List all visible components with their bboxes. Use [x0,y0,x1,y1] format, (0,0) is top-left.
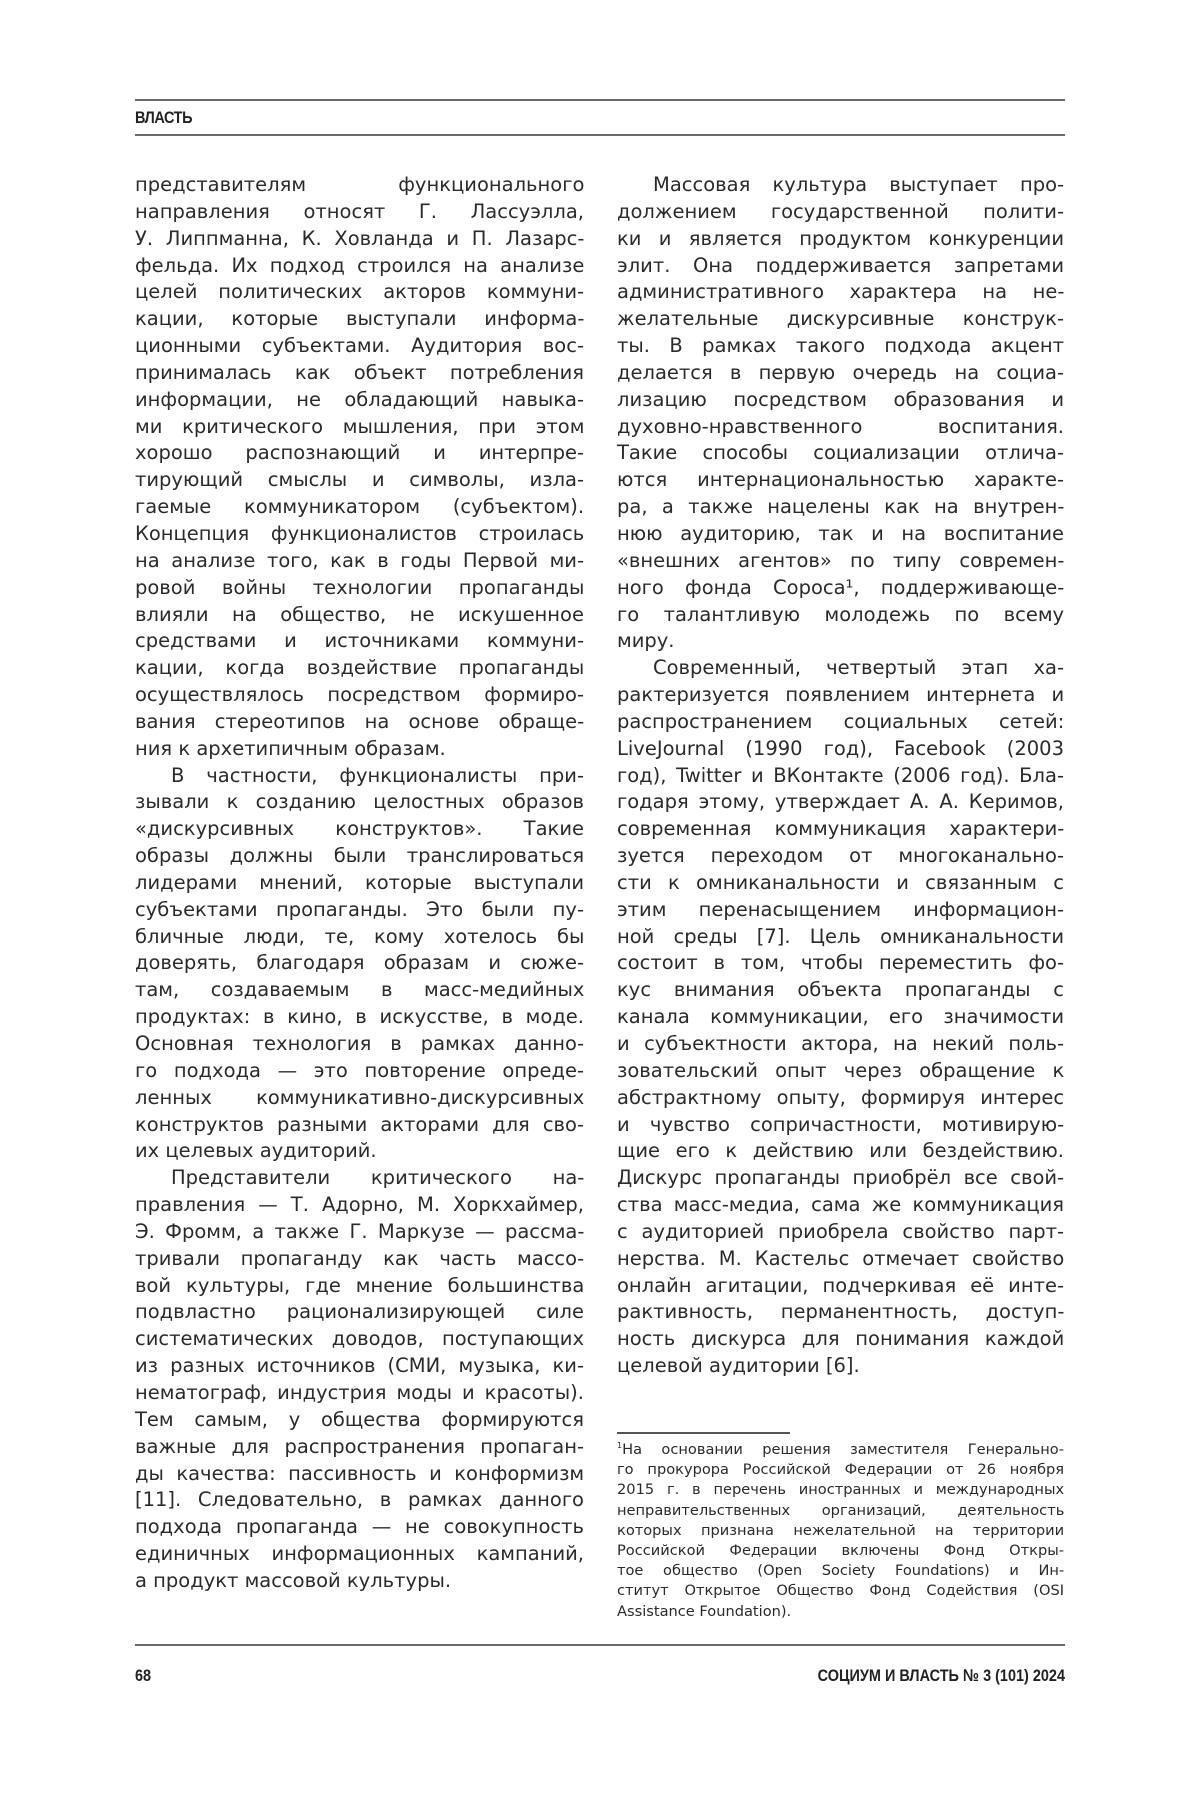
text-line: нематограф, индустрия моды и красоты). [135,1380,584,1404]
text-line: систематических доводов, поступающих [135,1327,584,1351]
text-line: сти к омниканальности и связанным с [617,870,1064,894]
text-line: Основная технология в рамках данно- [135,1032,584,1055]
text-line: год), Twitter и ВКонтакте (2006 год). Бла- [617,763,1064,787]
text-line: вой культуры, где мнение большинства [135,1273,585,1297]
text-line: абстрактному опыту, формируя интерес [617,1085,1065,1109]
text-line: делается в первую очередь на социа- [617,360,1064,384]
text-line: и субъектности актора, на некий поль- [617,1032,1065,1055]
text-line: фельда. Их подход строился на анализе [135,253,585,277]
text-line: Концепция функционалистов строилась [135,521,585,545]
text-line: канала коммуникации, его значимости [617,1005,1064,1029]
text-line: го талантливую молодежь по всему [617,602,1065,626]
footnote-line: Российской Федерации включены Фонд Откры- [617,1541,1064,1559]
footnote [617,1440,1064,1622]
text-line: «дискурсивных конструктов». Такие [135,817,584,841]
text-line: ты. В рамках такого подхода акцент [617,334,1064,358]
footnote-line: неправительственных организаций, деятельность [617,1501,1065,1519]
text-line: го подхода — это повторение опреде- [135,1058,584,1082]
text-line: нюю аудиторию, так и на воспитание [617,521,1064,545]
text-line: ционными субъектами. Аудитория вос- [135,334,584,358]
text-line: духовно-нравственного воспитания. [617,414,1064,438]
text-line: зуется переходом от многоканально- [617,844,1064,868]
text-line: вания стереотипов на основе обраще- [135,709,585,733]
text-line: Э. Фромм, а также Г. Маркузе — рассма- [135,1219,585,1243]
text-line: ной среды [7]. Цель омниканальности [617,924,1064,948]
text-line: там, создаваемым в масс-медийных [135,978,585,1002]
text-line: бличные люди, те, кому хотелось бы [135,924,585,948]
text-line: состоит в том, чтобы переместить фо- [617,951,1064,975]
text-line: доверять, благодаря образам и сюже- [135,951,584,975]
footnote-text: На основании решения заместителя Генерально- [622,1441,1064,1458]
text-line: зывали к созданию целостных образов [135,790,584,814]
text-line: средствами и источниками коммуни- [135,629,584,653]
text-line: Представители критического на- [171,1166,585,1190]
text-line: из разных источников (СМИ, музыка, ки- [135,1354,584,1378]
text-line: У. Липпманна, К. Ховланда и П. Лазарс- [135,226,585,250]
text-line: единичных информационных кампаний, [135,1542,584,1566]
text-line: ки и является продуктом конкуренции [617,226,1064,250]
text-line: Массовая культура выступает про- [653,173,1065,196]
text-line: подхода пропаганда — не совокупность [135,1515,584,1539]
header-rule-bottom [135,134,1065,136]
text-line: миру. [617,629,675,653]
text-line: правления — Т. Адорно, М. Хоркхаймер, [135,1193,584,1217]
text-line: осуществлялось посредством формиро- [135,683,584,707]
text-line: их целевых аудиторий. [135,1139,377,1163]
text-line: ра, а также нацелены как на внутрен- [617,495,1065,519]
paragraph [135,763,584,1166]
text-line: с аудиторией приобрела свойство парт- [617,1219,1064,1243]
text-line: на анализе того, как в годы Первой ми- [135,548,584,572]
footnote-line: ститут Открытое Общество Фонд Содействия (OSI [617,1582,1065,1600]
text-line: ства масс-медиа, сама же коммуникация [617,1193,1064,1217]
text-line: ровой войны технологии пропаганды [135,575,585,599]
footnote-rule [617,1432,790,1434]
text-line: ного фонда Сороса¹, поддерживающе- [617,575,1065,599]
footnote-line [617,1440,1064,1460]
text-line: подвластно рационализирующей силе [135,1300,584,1324]
text-line: информации, не обладающий навыка- [135,387,584,411]
text-line: [11]. Следовательно, в рамках данного [135,1488,584,1512]
text-line: LiveJournal (1990 год), Facebook (2003 [617,736,1064,760]
text-line: хорошо распознающий и интерпре- [135,441,585,465]
text-line: Тем самым, у общества формируются [135,1407,584,1431]
text-line: кации, когда воздействие пропаганды [135,656,585,680]
right-column [617,172,1064,1380]
text-line: годаря этому, утверждает А. А. Керимов, [617,790,1064,814]
running-head: ВЛАСТЬ [135,108,193,127]
text-line: административного характера на не- [617,280,1065,304]
footnote-line: 2015 г. в перечень иностранных и международных [617,1481,1065,1499]
text-line: Дискурс пропаганды приобрёл все свой- [617,1166,1065,1190]
text-line: влияли на общество, не искушенное [135,602,584,626]
page-number: 68 [135,1666,152,1685]
header-rule-top [135,99,1065,101]
text-line: нерства. М. Кастельс отмечает свойство [617,1246,1065,1270]
text-line: конструктов разными акторами для сво- [135,1112,584,1136]
paragraph [135,172,584,763]
footnote-line: которых признана нежелательной на территории [617,1521,1065,1539]
text-line: рактеризуется появлением интернета и [617,683,1065,707]
text-line: тривали пропаганду как часть массо- [135,1246,585,1270]
paragraph [617,655,1064,1380]
text-line: «внешних агентов» по типу современ- [617,548,1065,572]
text-line: кации, которые выступали информа- [135,307,585,331]
text-line: тирующий смыслы и символы, изла- [135,468,585,492]
text-line: направления относят Г. Лассуэлла, [135,199,584,223]
text-line: продуктах: в кино, в искусстве, в моде. [135,1005,584,1029]
text-line: элит. Она поддерживается запретами [617,253,1064,277]
text-line: ленных коммуникативно-дискурсивных [135,1085,585,1109]
text-line: гаемые коммуникатором (субъектом). [135,495,585,519]
text-line: образы должны были транслироваться [135,844,585,868]
text-line: кус внимания объекта пропаганды с [617,978,1064,1002]
text-line: современная коммуникация характери- [617,817,1065,841]
text-line: этим перенасыщением информацион- [617,897,1064,921]
text-line: ми критического мышления, при этом [135,414,585,438]
text-line: представителям функционального [135,173,585,196]
text-line: распространением социальных сетей: [617,709,1065,733]
text-line: желательные дискурсивные конструк- [617,307,1064,331]
left-column [135,172,584,1595]
text-line: щие его к действию или бездействию. [617,1139,1065,1163]
text-line: и чувство сопричастности, мотивирую- [617,1112,1065,1136]
footnote-marker: 1 [617,1440,623,1450]
text-line: важные для распространения пропаган- [135,1434,584,1458]
text-line: лизацию посредством образования и [617,387,1064,411]
text-line: а продукт массовой культуры. [135,1568,452,1592]
text-line: Такие способы социализации отлича- [617,441,1064,465]
footnote-line: тое общество (Open Society Foundations) и Ин- [617,1562,1065,1580]
text-line: лидерами мнений, которые выступали [135,870,584,894]
paragraph [617,172,1064,655]
text-line: зовательский опыт через обращение к [617,1058,1065,1082]
paragraph [135,1165,584,1595]
text-line: целей политических акторов коммуни- [135,280,585,304]
text-line: Современный, четвертый этап ха- [653,656,1064,680]
text-line: рактивность, перманентность, доступ- [617,1300,1065,1324]
text-line: ются интернациональностью характе- [617,468,1064,492]
journal-title: СОЦИУМ И ВЛАСТЬ № 3 (101) 2024 [817,1666,1065,1685]
footnote-line: Assistance Foundation). [617,1602,792,1620]
text-line: принималась как объект потребления [135,360,584,384]
text-line: ния к архетипичным образам. [135,736,446,760]
footnote-line: го прокурора Российской Федерации от 26 ноября [617,1461,1065,1479]
text-line: ность дискурса для понимания каждой [617,1327,1065,1351]
text-line: должением государственной полити- [617,199,1064,223]
text-line: целевой аудитории [6]. [617,1354,860,1378]
footer-rule [135,1644,1065,1646]
text-line: субъектами пропаганды. Это были пу- [135,897,584,921]
text-line: онлайн агитации, подчеркивая её инте- [617,1273,1064,1297]
text-line: ды качества: пассивность и конформизм [135,1461,585,1485]
text-line: В частности, функционалисты при- [171,763,584,787]
